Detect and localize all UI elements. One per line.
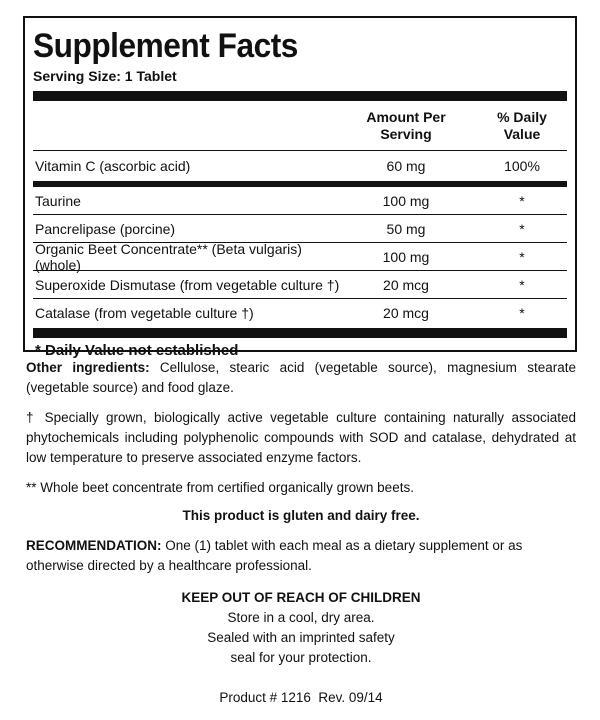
supplement-facts-panel [23,16,577,359]
warning-title: KEEP OUT OF REACH OF CHILDREN [181,590,421,605]
gluten-note: This product is gluten and dairy free. [182,508,420,523]
daily-value-footnote: * Daily Value not established [35,342,239,359]
amount-per-serving-header: Amount Per Serving [366,108,446,142]
daily-value-header: % Daily Value [497,108,547,142]
table-row [33,299,567,326]
dagger-note: † Specially grown, biologically active vegetable culture containing naturally associated phytochemicals including polyphenolic compounds with SOD and catalase, dehydrated at low temperature to preserve associated enzyme factors. [26,410,576,465]
nutrient-amount: 60 mg [386,158,426,174]
thick-divider [33,328,567,338]
nutrient-name: Pancrelipase (porcine) [35,220,176,237]
serving-size: Serving Size: 1 Tablet [33,68,177,84]
nutrient-amount: 50 mg [386,220,426,237]
nutrient-dv: * [519,304,525,321]
recommendation [26,536,576,576]
table-row [33,187,567,214]
nutrient-name: Superoxide Dismutase (from vegetable culture †) [35,276,340,293]
nutrient-dv: * [519,192,525,209]
nutrient-name: Vitamin C (ascorbic acid) [35,158,191,174]
nutrient-dv: * [519,220,525,237]
recommendation-text: One (1) tablet with each meal as a dietary supplement or as otherwise directed by a healthcare professional. [26,538,523,573]
product-number: Product # 1216 Rev. 09/14 [219,690,383,705]
nutrient-name: Taurine [35,192,81,209]
facts-title: Supplement Facts [33,27,298,65]
other-ingredients [26,358,576,398]
table-row [33,151,567,181]
nutrient-amount: 20 mcg [383,276,429,293]
seal-note-line2: seal for your protection. [230,650,372,665]
table-row [33,215,567,242]
other-ingredients-text: Cellulose, stearic acid (vegetable source), magnesium stearate (vegetable source) and food glaze. [26,360,577,395]
table-header [33,101,567,150]
nutrient-name: Catalase (from vegetable culture †) [35,304,254,321]
other-ingredients-label: Other ingredients: [26,360,150,375]
nutrient-dv: * [519,276,525,293]
recommendation-label: RECOMMENDATION: [26,538,162,553]
nutrient-amount: 100 mg [382,248,430,265]
thick-divider [33,91,567,101]
table-row [33,271,567,298]
nutrient-amount: 100 mg [382,192,430,209]
table-row [33,240,567,273]
nutrient-amount: 20 mcg [383,304,429,321]
nutrient-dv: * [519,248,525,265]
seal-note-line1: Sealed with an imprinted safety [207,630,395,645]
nutrient-dv: 100% [504,158,540,174]
storage-note: Store in a cool, dry area. [227,610,375,625]
nutrient-name: Organic Beet Concentrate** (Beta vulgaris) (whole) [35,240,302,273]
beet-note: ** Whole beet concentrate from certified organically grown beets. [26,480,414,495]
